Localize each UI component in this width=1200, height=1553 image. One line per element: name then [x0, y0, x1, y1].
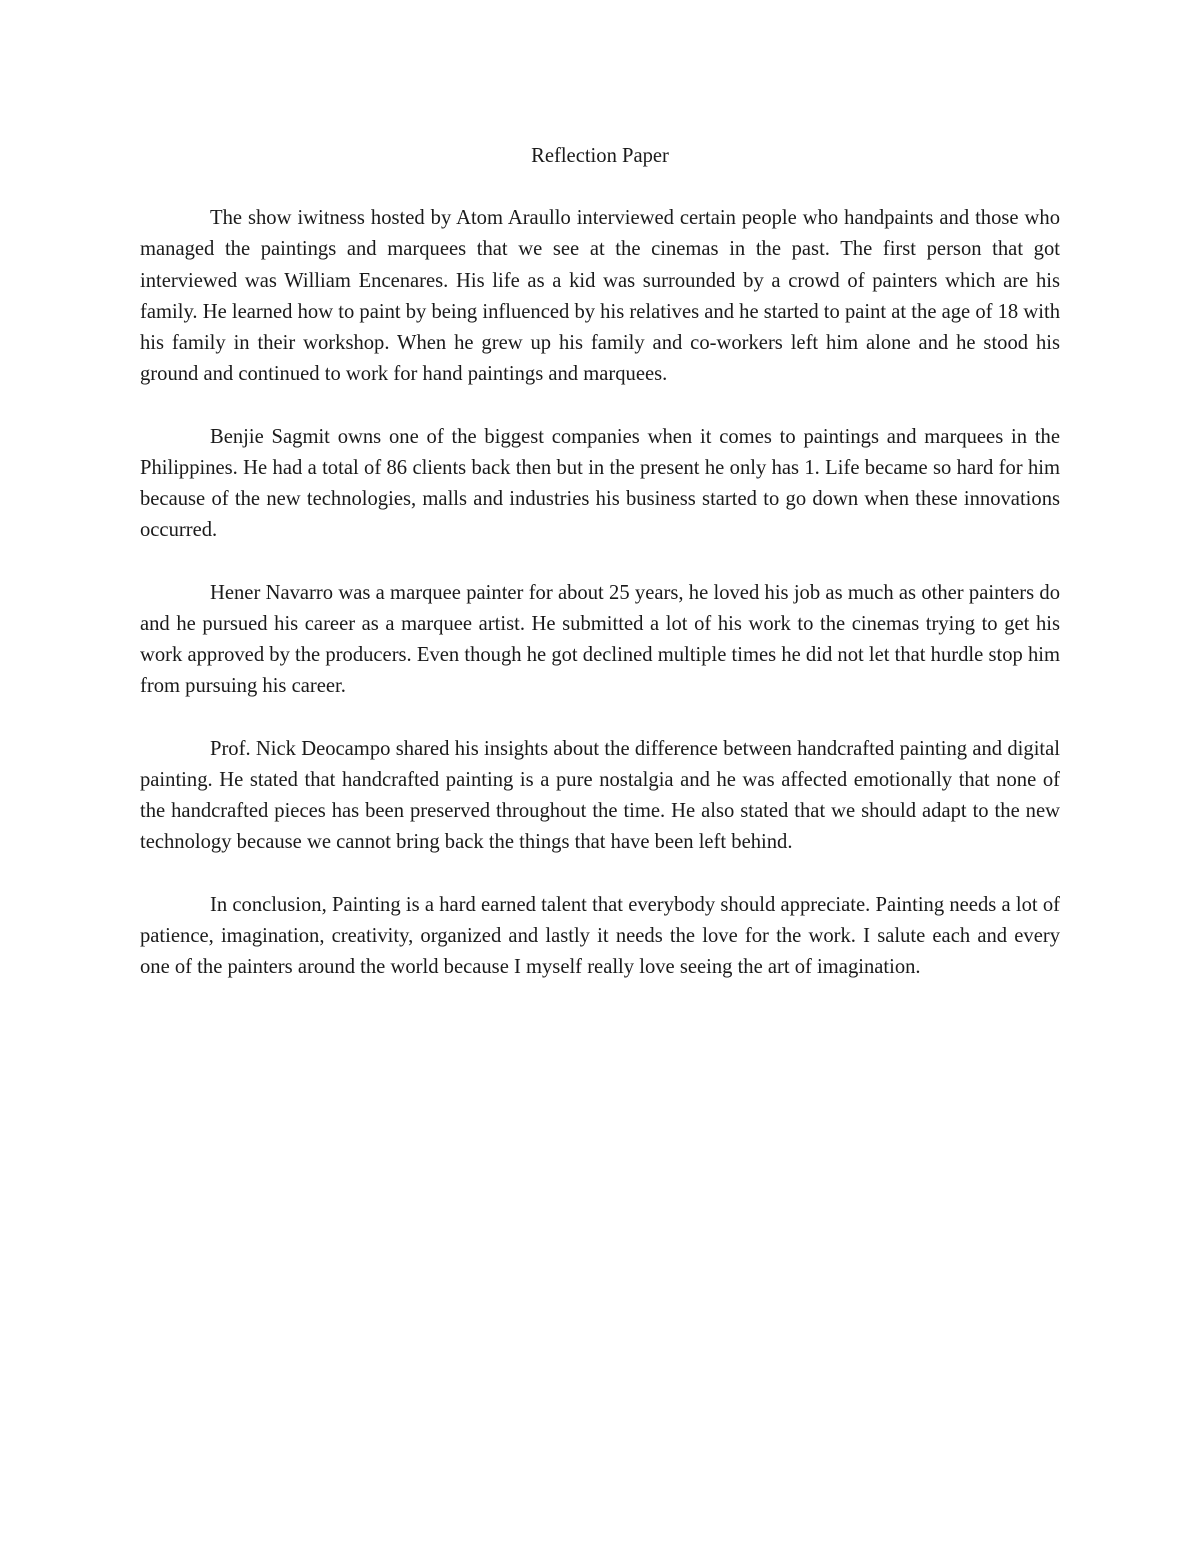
- paragraph-benjie-sagmit: Benjie Sagmit owns one of the biggest companies when it comes to paintings and marquees in the Philippines. He had a total of 86 clients back then but in the present he only has 1. Life became so hard for him because of the new technologies, malls and industries his business started to go down when these innovations occurred.: [140, 425, 1060, 542]
- paragraph-nick-deocampo: Prof. Nick Deocampo shared his insights about the difference between handcrafted painting and digital painting. He stated that handcrafted painting is a pure nostalgia and he was affected emotionally that none of the handcrafted pieces has been preserved throughout the time. He also stated that we should adapt to the new technology because we cannot bring back the things that have been left behind.: [140, 737, 1060, 854]
- paragraph-conclusion: In conclusion, Painting is a hard earned talent that everybody should appreciate. Painting needs a lot of patience, imagination, creativity, organized and lastly it needs the love for the work. I salute each and every one of the painters around the world because I myself really love seeing the art of imagination.: [140, 893, 1060, 979]
- paragraph-william-encenares: The show iwitness hosted by Atom Araullo interviewed certain people who handpaints and those who managed the paintings and marquees that we see at the cinemas in the past. The first person that got interviewed was William Encenares. His life as a kid was surrounded by a crowd of painters which are his family. He learned how to paint by being influenced by his relatives and he started to paint at the age of 18 with his family in their workshop. When he grew up his family and co-workers left him alone and he stood his ground and continued to work for hand paintings and marquees.: [140, 207, 1060, 386]
- paragraph-hener-navarro: Hener Navarro was a marquee painter for about 25 years, he loved his job as much as other painters do and he pursued his career as a marquee artist. He submitted a lot of his work to the cinemas trying to get his work approved by the producers. Even though he got declined multiple times he did not let that hurdle stop him from pursuing his career.: [140, 581, 1060, 698]
- document-body: [140, 141, 1060, 1014]
- document-title: Reflection Paper: [531, 145, 669, 167]
